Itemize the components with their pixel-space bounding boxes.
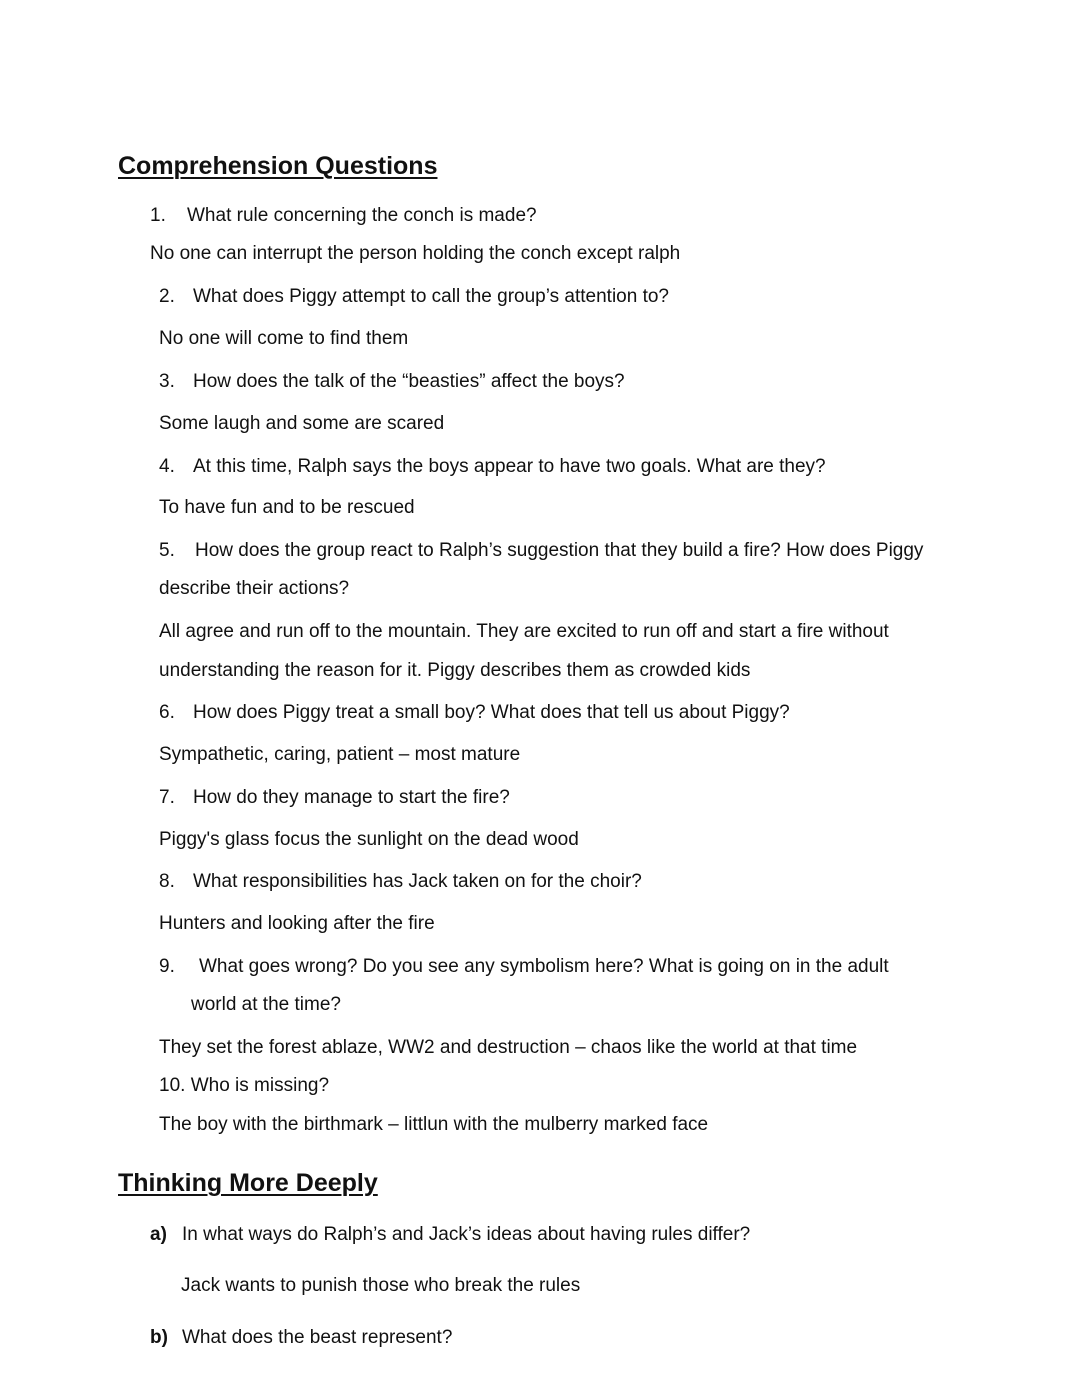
answer-7: Piggy's glass focus the sunlight on the dead wood	[159, 829, 579, 850]
question-9	[159, 955, 889, 979]
question-letter: b)	[150, 1327, 168, 1348]
question-3	[159, 370, 625, 394]
section-title-comprehension: Comprehension Questions	[118, 152, 438, 180]
answer-9: They set the forest ablaze, WW2 and destruction – chaos like the world at that time	[159, 1037, 858, 1058]
question-1	[150, 204, 537, 228]
question-text: What goes wrong? Do you see any symbolism here? What is going on in the adult	[199, 956, 889, 977]
question-number: 2.	[159, 286, 175, 307]
answer-4: To have fun and to be rescued	[159, 497, 415, 518]
question-letter: a)	[150, 1224, 167, 1245]
question-text: How does the group react to Ralph’s suggestion that they build a fire? How does Piggy	[195, 540, 924, 561]
answer-10: The boy with the birthmark – littlun with the mulberry marked face	[159, 1114, 709, 1135]
question-9-continued: world at the time?	[191, 994, 341, 1015]
question-6	[159, 701, 790, 725]
question-text: What responsibilities has Jack taken on for the choir?	[193, 871, 642, 892]
question-7	[159, 786, 510, 810]
answer-5-line-2: understanding the reason for it. Piggy describes them as crowded kids	[159, 660, 751, 681]
question-text: What does the beast represent?	[182, 1327, 453, 1348]
question-number: 9.	[159, 956, 175, 977]
question-text: What does Piggy attempt to call the group’s attention to?	[193, 286, 669, 307]
question-number: 1.	[150, 205, 166, 226]
question-number: 4.	[159, 456, 175, 477]
question-number: 8.	[159, 871, 175, 892]
question-text: At this time, Ralph says the boys appear to have two goals. What are they?	[193, 456, 826, 477]
question-text: How do they manage to start the fire?	[193, 787, 510, 808]
deeper-answer-a: Jack wants to punish those who break the rules	[181, 1275, 581, 1296]
question-text: In what ways do Ralph’s and Jack’s ideas about having rules differ?	[182, 1224, 751, 1245]
deeper-question-b	[150, 1326, 452, 1350]
answer-8: Hunters and looking after the fire	[159, 913, 435, 934]
question-number: 10.	[159, 1075, 186, 1096]
question-number: 3.	[159, 371, 175, 392]
question-text: What rule concerning the conch is made?	[187, 205, 537, 226]
section-title-deeper: Thinking More Deeply	[118, 1169, 378, 1197]
question-5	[159, 539, 923, 563]
question-text: How does Piggy treat a small boy? What does that tell us about Piggy?	[193, 702, 790, 723]
question-8	[159, 870, 642, 894]
question-4	[159, 455, 826, 479]
question-10	[159, 1074, 329, 1098]
answer-3: Some laugh and some are scared	[159, 413, 445, 434]
question-number: 6.	[159, 702, 175, 723]
question-text: How does the talk of the “beasties” affect the boys?	[193, 371, 625, 392]
question-text: Who is missing?	[190, 1075, 330, 1096]
answer-2: No one will come to find them	[159, 328, 409, 349]
deeper-question-a	[150, 1223, 750, 1247]
question-number: 7.	[159, 787, 175, 808]
answer-6: Sympathetic, caring, patient – most mature	[159, 744, 521, 765]
question-2	[159, 285, 669, 309]
answer-1: No one can interrupt the person holding the conch except ralph	[150, 243, 681, 264]
answer-5-line-1: All agree and run off to the mountain. They are excited to run off and start a fire without	[159, 621, 889, 642]
question-number: 5.	[159, 540, 175, 561]
question-5-continued: describe their actions?	[159, 578, 350, 599]
